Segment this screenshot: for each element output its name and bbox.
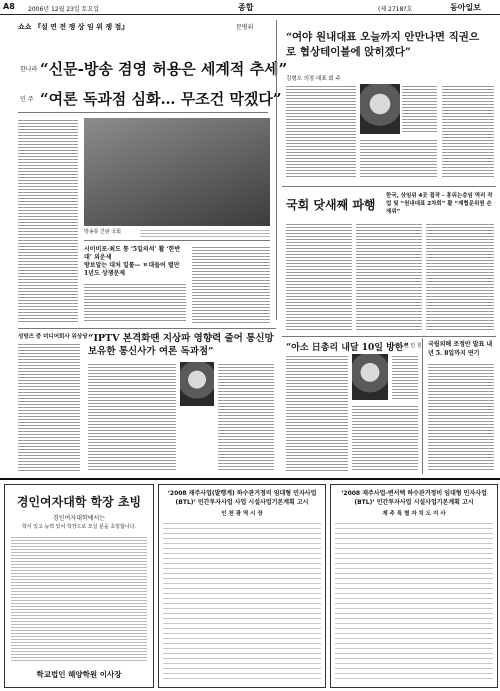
- story1-quote1: “신문-방송 겸영 허용은 세계적 추세”: [40, 60, 288, 78]
- column-divider: [422, 338, 423, 474]
- aso-photo: [352, 354, 388, 400]
- story5-headline: “아소 日총리 내달 10일 방한”: [286, 343, 409, 353]
- expert-photo: [180, 362, 214, 406]
- rule: [282, 336, 496, 337]
- ad-incheon-table: [163, 519, 321, 681]
- story6-body: [428, 362, 494, 472]
- story5-reporter: 원 민 원: [404, 343, 422, 349]
- rule: [18, 328, 276, 329]
- story1-kicker: 쇼쇼 『설 연 전 쟁 상 임 위 쟁 점』: [18, 23, 129, 31]
- quote1-party: 한나라: [20, 66, 38, 73]
- ad-recruitment-intro: 학식 있고 능력 있어 학장으로 모실 분을 초빙합니다.: [21, 524, 137, 530]
- story4-body-col1: [18, 342, 80, 472]
- story1-pull-quote1: 시이비포·최도 통 ‘5일의석’ 활 ‘한반대’ 외운세: [84, 246, 181, 261]
- rule: [84, 240, 270, 241]
- page-number: A8: [3, 2, 15, 11]
- story1-pull-quote2: 방보알는 대처 일룰— ㅌ대들어 별만 1년도 상쟁문제: [84, 262, 180, 277]
- quote2-party: 민 주: [20, 96, 34, 103]
- page-header: [0, 0, 500, 15]
- story2-subhead: 김형오 의장 대표 회 주: [286, 76, 341, 82]
- issue-date: 2006년 12월 23일 토요일: [28, 6, 100, 13]
- story1-body-col1: [18, 118, 78, 323]
- story2-body-col1: [286, 84, 356, 178]
- speaker-photo: [360, 84, 400, 134]
- story2-body-col4: [442, 84, 494, 178]
- ad-recruitment-title: 경인여자대학 학장 초빙: [16, 495, 142, 509]
- story4-body-col3: [218, 362, 274, 472]
- section-title: 종합: [238, 3, 254, 12]
- story4-headline: “IPTV 본격화땐 지상파 영향력 줄어 통신망 보유한 통신사가 여론 독과점”: [88, 333, 274, 357]
- story1-body-col3: [192, 245, 270, 323]
- newspaper-name: 동아일보: [450, 3, 481, 12]
- photo-caption-text: [140, 228, 270, 238]
- story6-headline: 국립외해 조정안 발표 내년 5. 8일까지 연기: [428, 341, 493, 357]
- ad-recruitment-footer: 학교법인 해양학원 이사장: [36, 670, 122, 679]
- story1-reporter: 문병위: [236, 24, 254, 31]
- story2-quote: “여야 원내대표 오늘까지 안만나면 직권으로 협상테이블에 앉히겠다”: [286, 31, 480, 58]
- rule: [282, 186, 496, 187]
- ad-jeju-table: [335, 519, 493, 681]
- ad-incheon-title: ‘2008 재주사업(발행계) 하수관거정비 임대형 민자사업(BTL)’ 민간투자사업 사업 시설사업기본계획 고시: [167, 490, 317, 506]
- story1-body-col2: [84, 282, 186, 323]
- ad-incheon-notice: [158, 484, 326, 688]
- story1-quote2: “여론 독과점 심화… 무조건 막겠다”: [40, 90, 282, 108]
- photo-caption: 방송통 간판 국회: [84, 229, 121, 235]
- story2-body-col3: [360, 138, 437, 178]
- ad-rule: [0, 478, 500, 480]
- story3-body-col3: [426, 222, 494, 330]
- national-assembly-photo: [84, 118, 270, 226]
- ad-incheon-org: 인 천 광 역 시 장: [221, 511, 263, 517]
- story3-body-col1: [286, 222, 352, 330]
- rule: [18, 112, 268, 113]
- ad-recruitment-body: [11, 535, 147, 663]
- ad-jeju-org: 제 주 특 별 자 치 도 지 사: [382, 511, 446, 517]
- story5-body-col2: [352, 404, 418, 472]
- issue-number: (제 2718?호: [378, 6, 413, 13]
- ad-recruitment-subtitle: 경인여자대학에서는: [52, 515, 106, 522]
- ad-jeju-notice: [330, 484, 498, 688]
- story4-kicker: 성방즈 중 미디어회사 위상당: [18, 334, 88, 340]
- story2-body-col2: [402, 84, 437, 134]
- ad-jeju-title: ‘2008 재주사업-변서택 하수관거정비 임대형 민자사업(BTL)’ 민간투자사업 시설사업기본계획 고시: [341, 490, 487, 506]
- story3-deck: 한국, 상임위 4곳 접작 - 흥위는층임 역리 작업 및 “원내대표 2차회” 활 “재협문위원 손 재위”: [386, 193, 493, 215]
- story3-body-col2: [356, 222, 422, 330]
- ad-recruitment: [4, 484, 154, 688]
- story5-body-col3: [392, 354, 418, 400]
- story3-headline: 국회 닷새째 파행: [286, 198, 376, 212]
- story4-body-col2: [88, 362, 176, 472]
- column-divider: [276, 20, 277, 320]
- story5-body-col1: [286, 354, 348, 472]
